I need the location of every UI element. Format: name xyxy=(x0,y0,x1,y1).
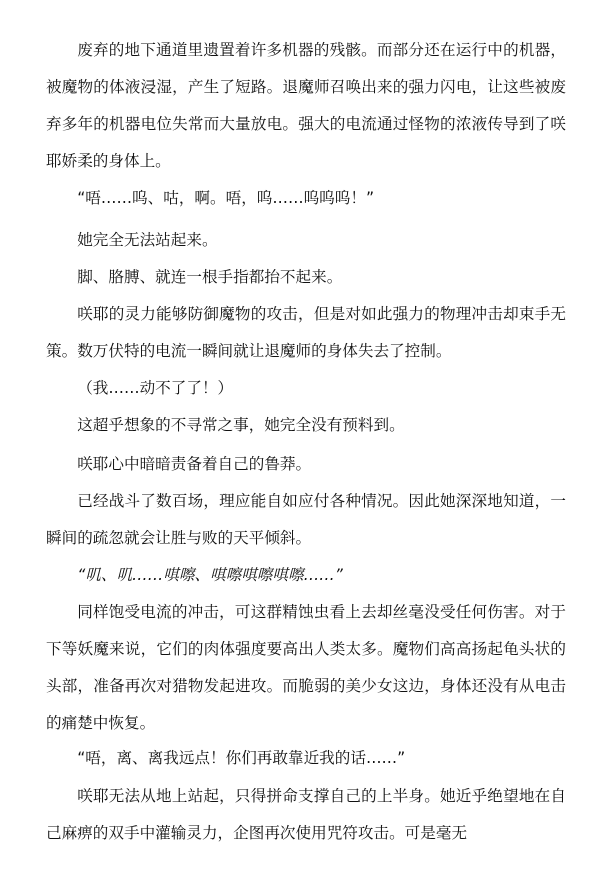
paragraph-3: 她完全无法站起来。 xyxy=(77,231,218,249)
paragraph-13: 咲耶无法从地上站起，只得拼命支撑自己的上半身。她近乎绝望地在自己麻痹的双手中灌输灵力，企图再次使用咒符攻击。可是毫无 xyxy=(46,787,566,842)
paragraph-6: （我……动不了了！） xyxy=(77,379,234,397)
paragraph-11: 同样饱受电流的冲击，可这群精蚀虫看上去却丝毫没受任何伤害。对于下等妖魔来说，它们的肉体强度要高出人类太多。魔物们高高扬起龟头状的头部，准备再次对猎物发起进攻。而脆弱的美少女这边，身体还没有从电击的痛楚中恢复。 xyxy=(46,603,566,732)
paragraph-10: “叽、叽……唭嚓、唭嚓唭嚓唭嚓……” xyxy=(77,566,343,584)
paragraph-9: 已经战斗了数百场，理应能自如应付各种情况。因此她深深地知道，一瞬间的疏忽就会让胜与败的天平倾斜。 xyxy=(46,492,566,547)
paragraph-12: “唔，离、离我远点！你们再敢靠近我的话……” xyxy=(77,749,406,767)
paragraph-4: 脚、胳膊、就连一根手指都抬不起来。 xyxy=(77,268,343,286)
paragraph-5: 咲耶的灵力能够防御魔物的攻击，但是对如此强力的物理冲击却束手无策。数万伏特的电流一瞬间就让退魔师的身体失去了控制。 xyxy=(46,305,566,360)
paragraph-7: 这超乎想象的不寻常之事，她完全没有预料到。 xyxy=(77,416,405,434)
paragraph-1: 废弃的地下通道里遗置着许多机器的残骸。而部分还在运行中的机器，被魔物的体液浸湿，产生了短路。退魔师召唤出来的强力闪电，让这些被废弃多年的机器电位失常而大量放电。强大的电流通过怪物的浓液传导到了咲耶娇柔的身体上。 xyxy=(46,41,566,170)
paragraph-8: 咲耶心中暗暗责备着自己的鲁莽。 xyxy=(77,455,312,473)
paragraph-2: “唔……呜、咕，啊。唔，呜……呜呜呜！” xyxy=(77,189,375,207)
